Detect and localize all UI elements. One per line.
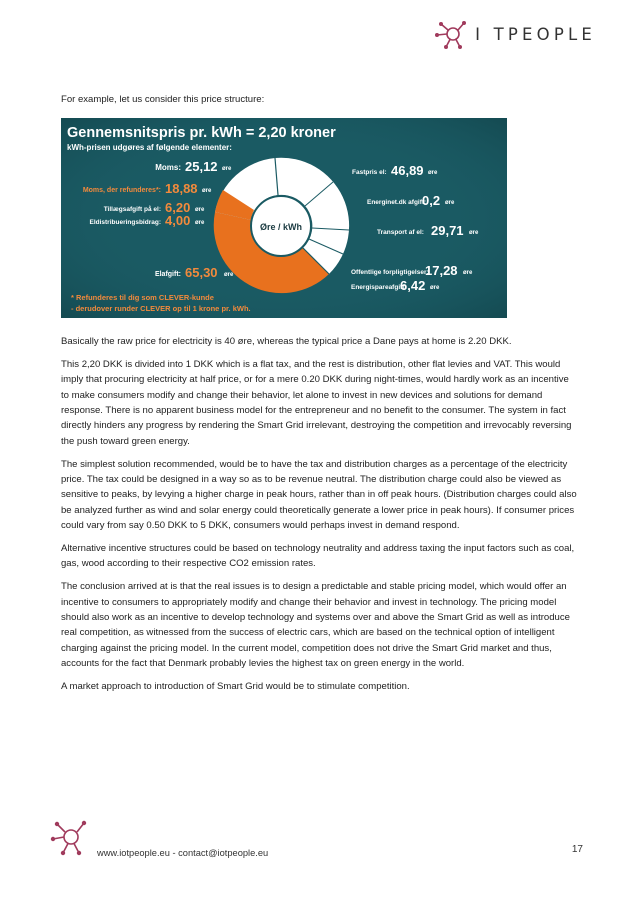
infographic-title: Gennemsnitspris pr. kWh = 2,20 kroner (67, 125, 336, 141)
price-structure-infographic (61, 118, 507, 318)
right-unit-energinet: øre (445, 200, 455, 206)
iot-people-logo-icon (433, 18, 473, 50)
left-unit-elafgift: øre (224, 272, 234, 278)
paragraph-tax-split: This 2,20 DKK is divided into 1 DKK which is a flat tax, and the rest is distribution, other flat levies and VAT. This would imply that procuring electricity at half price, or for a mere 0.20 DKK during night-times, would hardly work as an incentive to make consumers modify and change their behavior, let alone to invest in new devices and solutions for demand response. There is no apparent business model for the entrepreneur and no benefit to the consumer. The system in fact directly hinders any progress by rendering the Smart Grid irrelevant, destroying the competition and irrevocably reversing the push toward green energy. (61, 358, 572, 447)
right-label-energispare: Energisparеafgift: (351, 284, 407, 291)
header-logo (433, 18, 596, 50)
right-value-offentlige: 17,28 (425, 263, 458, 278)
right-unit-offentlige: øre (463, 270, 473, 276)
donut-chart (214, 158, 349, 293)
right-value-energispare: 6,42 (400, 278, 426, 293)
paragraph-simplest-solution: The simplest solution recommended, would be to have the tax and distribution charges as a percentage of the electricity price. The tax could be designed in a way so as to be revenue neutral. The distribution charge could also be viewed as sensitive to peaks, by levying a higher charge in peak hours, rather than in off peak hours. (Distribution charges could also be analyzed further as wind and solar energy could theoretically generate a lower price in peak hours). If consumer prices could vary from say 0.50 DKK to 5 DKK, consumers would perhaps invest in demand respond. (61, 458, 577, 532)
donut-center-label: Øre / kWh (259, 222, 303, 232)
left-label-eldistribution: Eldistribueringsbidrag: (89, 219, 161, 226)
left-value-refund: 18,88 (165, 181, 198, 196)
left-value-moms: 25,12 (185, 159, 218, 174)
right-value-energinet: 0,2 (422, 193, 441, 208)
right-label-energinet: Energinet.dk afgift: (367, 199, 427, 206)
right-unit-energispare: øre (430, 285, 440, 291)
paragraph-alternative-incentives: Alternative incentive structures could be based on technology neutrality and address taxing the input factors such as coal, gas, wood according to their respective CO2 emission rates. (61, 543, 575, 570)
right-label-transport: Transport af el: (377, 229, 424, 236)
paragraph-market-approach: A market approach to introduction of Smart Grid would be to stimulate competition. (61, 681, 410, 693)
infographic-subtitle: kWh-prisen udgøres af følgende elementer: (67, 143, 232, 152)
left-unit-moms: øre (222, 166, 232, 172)
page-number: 17 (571, 844, 583, 855)
right-label-offentlige: Offentlige forpligtigelser: (351, 269, 429, 276)
right-unit-transport: øre (469, 230, 479, 236)
footer-logo (50, 818, 92, 863)
left-value-eldistribution: 4,00 (165, 213, 191, 228)
right-unit-fastpris: øre (428, 170, 438, 176)
left-value-tillaeg: 6,20 (165, 200, 191, 215)
left-label-moms: Moms: (155, 163, 181, 172)
footnote-2: - derudover runder CLEVER op til 1 krone pr. kWh. (71, 304, 251, 313)
left-value-elafgift: 65,30 (185, 265, 218, 280)
left-label-elafgift: Elafgift: (154, 271, 181, 278)
right-label-fastpris: Fastpris el: (352, 169, 387, 176)
body-text (61, 334, 578, 702)
footer-contact: www.iotpeople.eu - contact@iotpeople.eu (97, 848, 269, 858)
paragraph-conclusion: The conclusion arrived at is that the real issues is to design a predictable and stable pricing model, which would offer an incentive to consumers to appropriately modify and change their behavior and invest in technology. The pricing model should also work as an incentive to develop technology and systems over and above the Smart Grid as well as introduce real competition, as witnessed from the success of electric cars, which are based on the technical option of intelligent charging against the pricing model. In the current model, competition does not drive the Smart Grid market and thus, accounts for the fact that Denmark probably levies the highest tax on green energy in the world. (61, 581, 570, 670)
right-value-transport: 29,71 (431, 223, 464, 238)
left-unit-tillaeg: øre (195, 207, 205, 213)
logo-text: I TPEOPLE (475, 24, 596, 44)
left-label-tillaeg: Tillægsafgift på el: (103, 206, 161, 213)
footnote-1: * Refunderes til dig som CLEVER-kunde (71, 293, 214, 302)
left-unit-eldistribution: øre (195, 220, 205, 226)
right-value-fastpris: 46,89 (391, 163, 424, 178)
left-unit-refund: øre (202, 188, 212, 194)
left-label-refund: Moms, der refunderes*: (82, 187, 161, 194)
iot-people-footer-icon (50, 818, 92, 858)
paragraph-raw-price: Basically the raw price for electricity is 40 øre, whereas the typical price a Dane pays at home is 2.20 DKK. (61, 336, 512, 347)
intro-text: For example, let us consider this price structure: (61, 94, 265, 105)
